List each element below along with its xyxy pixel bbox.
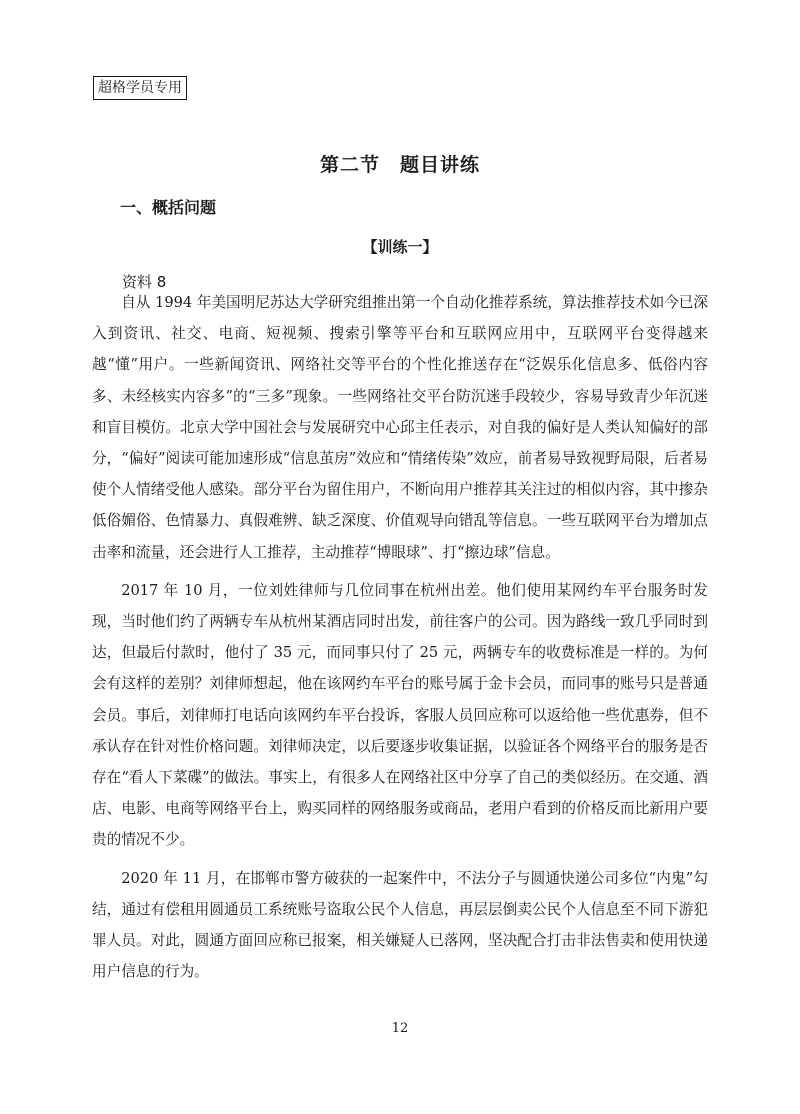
paragraph-price-discrimination: 2017 年 10 月，一位刘姓律师与几位同事在杭州出差。他们使用某网约车平台服务时发现，当时他们约了两辆专车从杭州某酒店同时出发，前往客户的公司。因为路线一致几乎同时到达，但最后付款时，他付了 35 元，而同事只付了 25 元，两辆专车的收费标准是一样的。为何会有这样的差别？刘律师想起，他在该网约车平台的账号属于金卡会员，而同事的账号只是普通会员。事后，刘律师打电话向该网约车平台投诉，客服人员回应称可以返给他一些优惠券，但不承认存在针对性价格问题。刘律师决定，以后要逐步收集证据，以验证各个网络平台的服务是否存在“看人下菜碟”的做法。事实上，有很多人在网络社区中分享了自己的类似经历。在交通、酒店、电影、电商等网络平台上，购买同样的网络服务或商品，老用户看到的价格反而比新用户要贵的情况不少。 (92, 581, 708, 849)
section-title: 第二节 题目讲练 (319, 154, 480, 176)
training-title: 【训练一】 (362, 238, 438, 256)
body-text (92, 287, 708, 994)
sub-heading: 一、概括问题 (120, 198, 217, 217)
page-number: 12 (391, 1021, 409, 1036)
paragraph-algorithm-recommendation: 自从 1994 年美国明尼苏达大学研究组推出第一个自动化推荐系统，算法推荐技术如今已深入到资讯、社交、电商、短视频、搜索引擎等平台和互联网应用中，互联网平台变得越来越“懂”用户。一些新闻资讯、网络社交等平台的个性化推送存在“泛娱乐化信息多、低俗内容多、未经核实内容多”的“三多”现象。一些网络社交平台防沉迷手段较少，容易导致青少年沉迷和盲目模仿。北京大学中国社会与发展研究中心邱主任表示，对自我的偏好是人类认知偏好的部分，“偏好”阅读可能加速形成“信息茧房”效应和“情绪传染”效应，前者易导致视野局限，后者易使个人情绪受他人感染。部分平台为留住用户，不断向用户推荐其关注过的相似内容，其中掺杂低俗媚俗、色情暴力、真假难辨、缺乏深度、价值观导向错乱等信息。一些互联网平台为增加点击率和流量，还会进行人工推荐，主动推荐“博眼球”、打“擦边球”信息。 (92, 294, 708, 561)
paragraph-data-leak: 2020 年 11 月，在邯郸市警方破获的一起案件中，不法分子与圆通快递公司多位“内鬼”勾结，通过有偿租用圆通员工系统账号盗取公民个人信息，再层层倒卖公民个人信息至不同下游犯罪人员。对此，圆通方面回应称已报案，相关嫌疑人已落网，坚决配合打击非法售卖和使用快递用户信息的行为。 (92, 869, 708, 981)
trainee-only-stamp: 超格学员专用 (93, 76, 187, 100)
material-label: 资料 8 (122, 273, 167, 291)
